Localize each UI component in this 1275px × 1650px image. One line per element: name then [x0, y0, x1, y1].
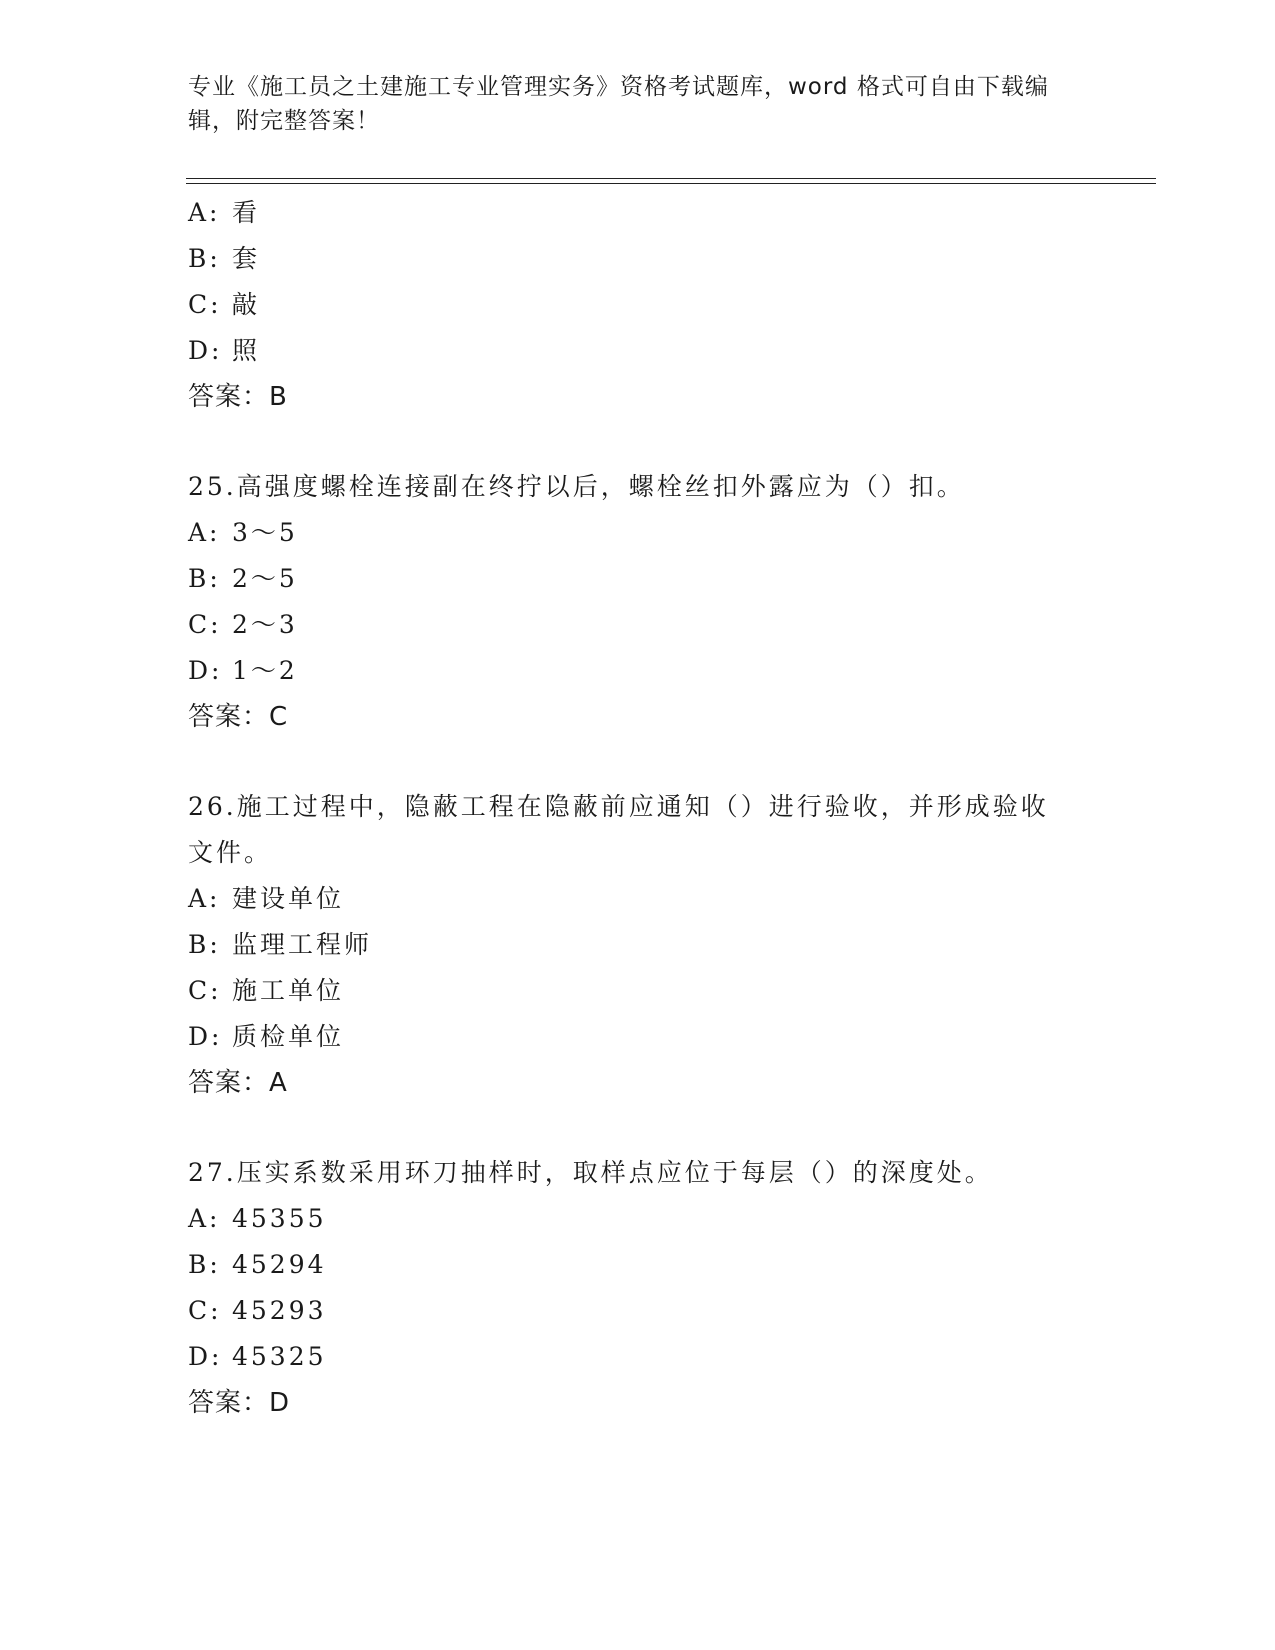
option-b — [188, 556, 1088, 602]
option-letter: B: — [188, 564, 221, 593]
option-text: 敲 — [232, 290, 261, 319]
option-text: 质检单位 — [232, 1022, 345, 1051]
option-d — [188, 328, 1088, 374]
spacer — [188, 1106, 1088, 1150]
option-a — [188, 510, 1088, 556]
answer-line: 答案：A — [188, 1068, 288, 1098]
page-header — [188, 70, 1068, 138]
option-a — [188, 1196, 1088, 1242]
option-letter: C: — [188, 1296, 222, 1325]
option-text: 1～2 — [232, 656, 298, 685]
question-stem: 27.压实系数采用环刀抽样时，取样点应位于每层（）的深度处。 — [188, 1158, 993, 1187]
option-letter: A: — [188, 1204, 221, 1233]
option-text: 套 — [232, 244, 261, 273]
header-divider-bottom — [186, 183, 1156, 184]
question-stem-line-2: 文件。 — [188, 838, 273, 867]
option-text: 2～5 — [232, 564, 298, 593]
option-c — [188, 1288, 1088, 1334]
option-letter: B: — [188, 244, 221, 273]
spacer — [188, 420, 1088, 464]
option-a — [188, 876, 1088, 922]
option-c — [188, 282, 1088, 328]
option-letter: C: — [188, 610, 222, 639]
question-stem-line-1: 26.施工过程中，隐蔽工程在隐蔽前应通知（）进行验收，并形成验收 — [188, 792, 1049, 821]
option-b — [188, 922, 1088, 968]
option-letter: A: — [188, 884, 221, 913]
answer-line: 答案：D — [188, 1388, 291, 1418]
option-text: 监理工程师 — [232, 930, 373, 959]
question-partial — [188, 190, 1088, 420]
option-letter: D: — [188, 336, 223, 365]
option-letter: D: — [188, 656, 223, 685]
question-25 — [188, 464, 1088, 740]
option-letter: D: — [188, 1022, 223, 1051]
option-d — [188, 1014, 1088, 1060]
header-divider-top — [186, 178, 1156, 179]
answer-line: 答案：C — [188, 702, 289, 732]
option-text: 45293 — [232, 1296, 327, 1325]
question-26 — [188, 784, 1088, 1106]
option-letter: B: — [188, 930, 221, 959]
option-d — [188, 1334, 1088, 1380]
option-text: 45294 — [232, 1250, 327, 1279]
header-line-2: 辑，附完整答案！ — [188, 108, 380, 134]
option-text: 45355 — [232, 1204, 327, 1233]
question-list — [188, 190, 1088, 1426]
option-letter: A: — [188, 198, 221, 227]
question-27 — [188, 1150, 1088, 1426]
spacer — [188, 740, 1088, 784]
option-text: 看 — [232, 198, 261, 227]
option-letter: C: — [188, 976, 222, 1005]
option-c — [188, 968, 1088, 1014]
option-b — [188, 1242, 1088, 1288]
option-letter: B: — [188, 1250, 221, 1279]
answer-line: 答案：B — [188, 382, 288, 412]
option-text: 照 — [232, 336, 261, 365]
option-letter: D: — [188, 1342, 223, 1371]
option-text: 3～5 — [232, 518, 298, 547]
option-d — [188, 648, 1088, 694]
option-letter: C: — [188, 290, 222, 319]
option-a — [188, 190, 1088, 236]
header-line-1: 专业《施工员之土建施工专业管理实务》资格考试题库，word 格式可自由下载编 — [188, 74, 1049, 100]
option-text: 建设单位 — [232, 884, 345, 913]
option-text: 2～3 — [232, 610, 298, 639]
option-c — [188, 602, 1088, 648]
option-b — [188, 236, 1088, 282]
option-text: 施工单位 — [232, 976, 345, 1005]
question-stem: 25.高强度螺栓连接副在终拧以后，螺栓丝扣外露应为（）扣。 — [188, 472, 965, 501]
option-text: 45325 — [232, 1342, 327, 1371]
option-letter: A: — [188, 518, 221, 547]
